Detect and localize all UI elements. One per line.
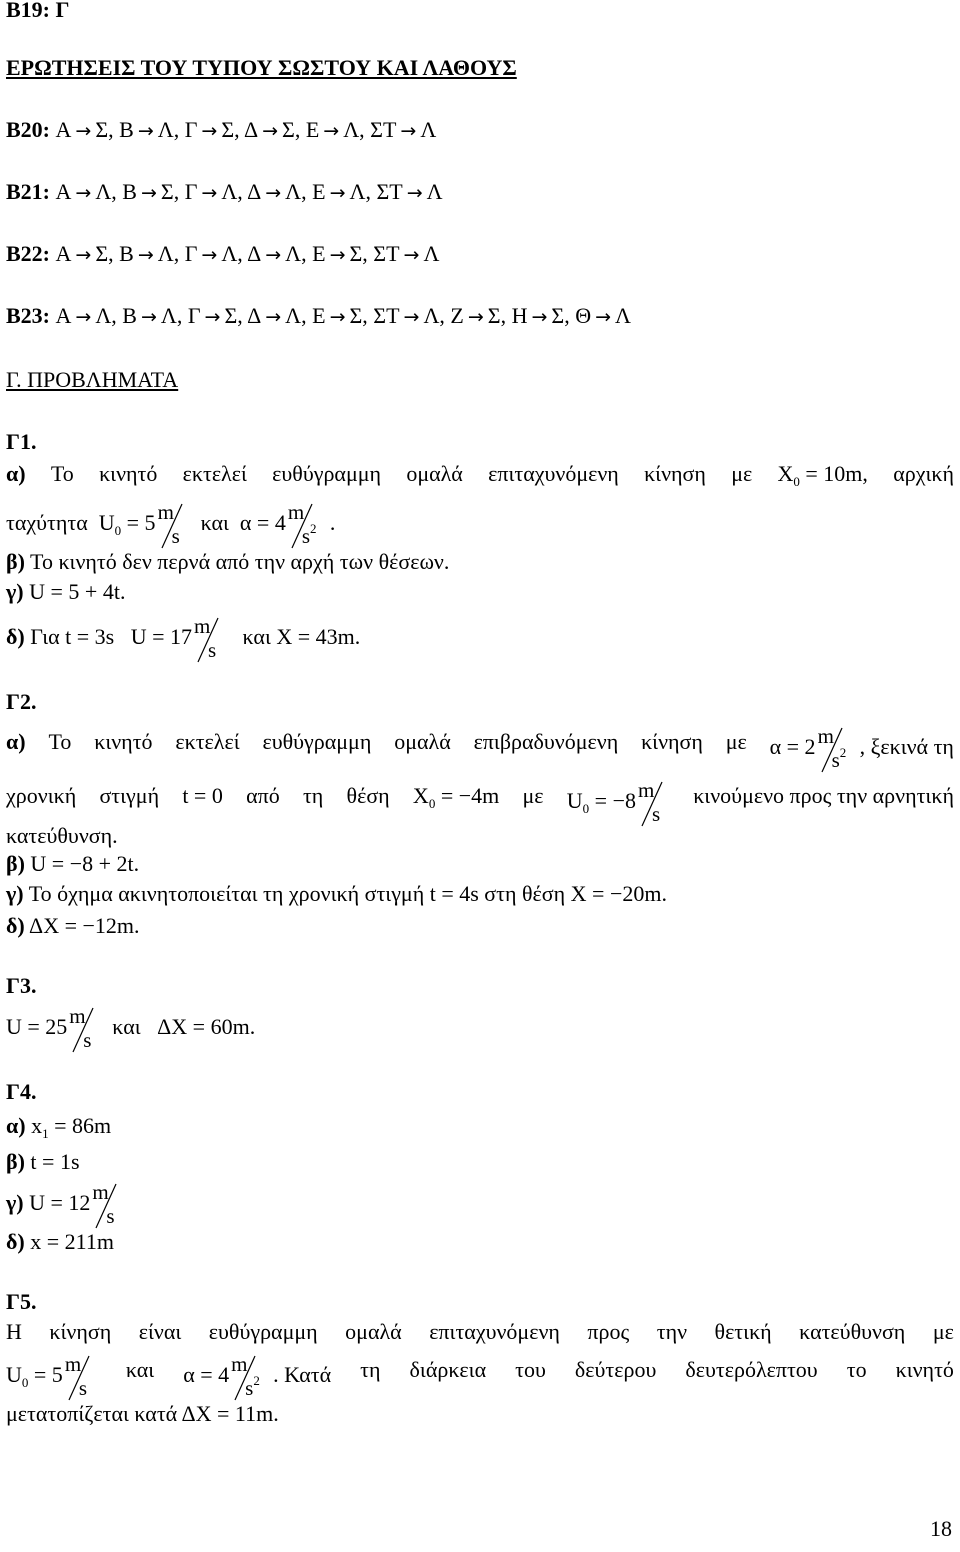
arrow-icon: → — [75, 306, 92, 328]
g2-a2-word: τη — [302, 783, 324, 808]
g1-a2-mid: και — [200, 510, 229, 535]
g2-a-word: εκτελεί — [175, 729, 240, 754]
g2-d-line: δ) ΔX = −12m. — [6, 913, 140, 938]
g1-a-word: επιταχυνόμενη — [488, 461, 619, 486]
unit-m-per-s2: m $s^2$ — [817, 724, 847, 772]
answer-item: Ε → Λ — [312, 179, 366, 204]
arrow-icon: → — [403, 244, 420, 266]
fraction-slash — [638, 780, 668, 828]
g5-u0: $U_0 = 5$ m s — [6, 1356, 97, 1404]
answer-item: Δ → Λ — [247, 179, 302, 204]
g5-word: επιταχυνόμενη — [429, 1319, 560, 1344]
g5-word: την — [656, 1319, 688, 1344]
arrow-icon: → — [400, 120, 417, 142]
fraction-slash-line — [822, 728, 842, 772]
g1-a-label: α) — [6, 461, 26, 486]
g4-d-line: δ) x = 211m — [6, 1229, 114, 1254]
fraction-slash-line — [198, 618, 218, 662]
fraction-slash-line — [96, 1184, 116, 1228]
answer-item: Η → Σ — [511, 303, 565, 328]
arrow-icon: → — [329, 244, 346, 266]
arrow-icon: → — [140, 182, 157, 204]
g1-a-word: ομαλά — [406, 461, 463, 486]
fraction-slash — [231, 1354, 261, 1402]
answer-item: Ζ → Σ — [450, 303, 501, 328]
answer-label: B20: — [6, 117, 50, 142]
g5-word: με — [932, 1319, 954, 1344]
answer-item: Β → Λ — [122, 303, 177, 328]
answer-item: Α → Σ — [55, 241, 109, 266]
g2-b-line: β) U = −8 + 2t. — [6, 851, 140, 876]
arrow-icon: → — [204, 306, 221, 328]
answer-row-b21: B21: Α → Λ, Β → Σ, Γ → Λ, Δ → Λ, Ε → Λ, ΣΤ → Λ — [6, 179, 443, 204]
g4-a-line: α) $x_1 = 86m$ — [6, 1113, 112, 1141]
fraction-slash — [69, 1006, 99, 1054]
g1-a2-pre: ταχύτητα — [6, 510, 88, 535]
g1-b-line: β) Το κινητό δεν περνά από την αρχή των θέσεων. — [6, 549, 450, 574]
g5-word: θετική — [714, 1319, 772, 1344]
unit-m-per-s: m s — [638, 782, 668, 830]
g2-a2-tail: κινούμενο προς την αρνητική — [693, 783, 954, 808]
g1-a2-line: ταχύτητα $U_0 = 5$ m s και α = 4 m $s^2$ . — [6, 504, 335, 552]
fraction-slash-line — [292, 504, 312, 548]
answer-item: Β → Λ — [119, 117, 174, 142]
fraction-slash — [92, 1182, 122, 1230]
fraction-slash-line — [69, 1356, 89, 1400]
arrow-icon: → — [201, 182, 218, 204]
g4-c-line: γ) U = 12 m s — [6, 1184, 124, 1232]
g2-u0: $U_0 = -8$ m s — [567, 782, 670, 830]
arrow-icon: → — [265, 182, 282, 204]
g1-a-word: ευθύγραμμη — [272, 461, 382, 486]
arrow-icon: → — [531, 306, 548, 328]
g5-word: κατεύθυνση — [799, 1319, 906, 1344]
answer-item: Α → Λ — [55, 179, 112, 204]
g1-a-word: κινητό — [99, 461, 158, 486]
answer-item: Β → Λ — [119, 241, 174, 266]
g2-a-word: ομαλά — [394, 729, 451, 754]
g5-line1 — [6, 1318, 954, 1346]
g1-c-line: γ) U = 5 + 4t. — [6, 579, 126, 604]
answer-row-b22: B22: Α → Σ, Β → Λ, Γ → Λ, Δ → Λ, Ε → Σ, ΣΤ → Λ — [6, 241, 440, 266]
g2-c-line: γ) Το όχημα ακινητοποιείται τη χρονική στιγμή t = 4s στη θέση X = −20m. — [6, 881, 667, 906]
answer-label: B22: — [6, 241, 50, 266]
g2-a-word: με — [725, 729, 747, 754]
arrow-icon: → — [323, 120, 340, 142]
unit-m-per-s2: m $s^2$ — [287, 500, 317, 548]
arrow-icon: → — [265, 244, 282, 266]
g5-line3: μετατοπίζεται κατά ΔX = 11m. — [6, 1401, 279, 1426]
g5-mid: και — [125, 1357, 155, 1382]
answer-item: ΣΤ → Λ — [370, 117, 437, 142]
arrow-icon: → — [262, 120, 279, 142]
unit-m-per-s: m s — [158, 504, 188, 552]
g2-title: Γ2. — [6, 689, 37, 714]
answer-row-b23: B23: Α → Λ, Β → Λ, Γ → Σ, Δ → Λ, Ε → Σ, ΣΤ → Λ, Ζ → Σ, Η → Σ, Θ → Λ — [6, 303, 631, 328]
unit-m-per-s2: m $s^2$ — [231, 1352, 260, 1400]
answer-item: Δ → Σ — [243, 117, 295, 142]
g1-d-line: δ) Για t = 3s U = 17 m s και X = 43m. — [6, 618, 360, 666]
arrow-icon: → — [403, 306, 420, 328]
answer-item: Α → Σ — [55, 117, 109, 142]
arrow-icon: → — [329, 306, 346, 328]
g2-a2-word: στιγμή — [99, 783, 160, 808]
g2-a-word: κινητό — [94, 729, 153, 754]
answer-item: Γ → Σ — [187, 303, 238, 328]
arrow-icon: → — [75, 182, 92, 204]
unit-m-per-s: m s — [92, 1184, 122, 1232]
arrow-icon: → — [201, 244, 218, 266]
answer-row-b20: B20: Α → Σ, Β → Λ, Γ → Σ, Δ → Σ, Ε → Λ, ΣΤ → Λ — [6, 117, 437, 142]
g1-a-tail: αρχική — [893, 461, 954, 486]
arrow-icon: → — [265, 306, 282, 328]
answer-label: B21: — [6, 179, 50, 204]
g3-title: Γ3. — [6, 973, 37, 998]
g5-word: Η — [6, 1319, 22, 1344]
arrow-icon: → — [137, 120, 154, 142]
fraction-slash — [194, 616, 224, 664]
unit-m-per-s: m s — [194, 618, 224, 666]
g1-alpha: α = 4 — [239, 510, 286, 535]
g5-word: δεύτερου — [574, 1357, 657, 1382]
tf-section-title: ΕΡΩΤΗΣΕΙΣ ΤΟΥ ΤΥΠΟΥ ΣΩΣΤΟΥ ΚΑΙ ΛΑΘΟΥΣ — [6, 55, 517, 80]
arrow-icon: → — [329, 182, 346, 204]
g2-a-word: κίνηση — [641, 729, 703, 754]
arrow-icon: → — [467, 306, 484, 328]
answer-item: Ε → Σ — [312, 303, 363, 328]
g1-x0: $X_0 = 10m$, — [777, 461, 868, 489]
arrow-icon: → — [201, 120, 218, 142]
fraction-slash-line — [235, 1356, 255, 1400]
answer-label: B23: — [6, 303, 50, 328]
g5-alpha: α = 4 m $s^2$ . Κατά — [183, 1356, 331, 1404]
arrow-icon: → — [406, 182, 423, 204]
answer-item: Β → Σ — [122, 179, 174, 204]
g5-word: ευθύγραμμη — [208, 1319, 318, 1344]
arrow-icon: → — [595, 306, 612, 328]
arrow-icon: → — [75, 244, 92, 266]
g5-word: τη — [360, 1357, 381, 1382]
answer-item: Γ → Σ — [184, 117, 235, 142]
unit-m-per-s: m s — [65, 1356, 95, 1404]
answer-item: Ε → Λ — [305, 117, 360, 142]
g2-a-label: α) — [6, 729, 26, 754]
answer-item: ΣΤ → Λ — [373, 241, 440, 266]
g2-a-word: ευθύγραμμη — [262, 729, 372, 754]
g2-a2-line — [6, 778, 954, 830]
g5-word: διάρκεια — [409, 1357, 487, 1382]
arrow-icon: → — [75, 120, 92, 142]
g5-word: το — [846, 1357, 867, 1382]
fraction-slash — [818, 726, 848, 774]
g5-word: κίνηση — [49, 1319, 112, 1344]
fraction-slash — [158, 502, 188, 550]
answer-item: Γ → Λ — [184, 179, 238, 204]
problems-title: Γ. ΠΡΟΒΛΗΜΑΤΑ — [6, 367, 179, 392]
arrow-icon: → — [140, 306, 157, 328]
g1-title: Γ1. — [6, 429, 37, 454]
fraction-slash-line — [162, 504, 182, 548]
g2-a2-me: με — [522, 783, 544, 808]
g4-b-line: β) t = 1s — [6, 1149, 80, 1174]
g5-word: δευτερόλεπτου — [685, 1357, 818, 1382]
g1-a-line — [6, 460, 954, 488]
arrow-icon: → — [137, 244, 154, 266]
g2-a-word: επιβραδυνόμενη — [473, 729, 619, 754]
g5-word: του — [515, 1357, 546, 1382]
g1-a-word: Το — [50, 461, 74, 486]
g2-a3-line: κατεύθυνση. — [6, 823, 118, 848]
answer-item: Δ → Λ — [247, 303, 302, 328]
g1-a-word: εκτελεί — [182, 461, 247, 486]
fraction-slash — [288, 502, 318, 550]
page-number: 18 — [930, 1516, 952, 1541]
answer-item: Γ → Λ — [184, 241, 238, 266]
answer-item: ΣΤ → Λ — [373, 303, 440, 328]
answer-item: Θ → Λ — [575, 303, 631, 328]
fraction-slash — [65, 1354, 95, 1402]
g2-a2-word: από — [246, 783, 280, 808]
g5-word: ομαλά — [345, 1319, 402, 1344]
g2-a2-word: θέση — [346, 783, 390, 808]
g5-word: κινητό — [895, 1357, 954, 1382]
g2-a-line — [6, 724, 954, 776]
g2-a2-word: t = 0 — [182, 783, 223, 808]
page-header: B19: Γ — [6, 0, 70, 22]
answer-item: ΣΤ → Λ — [376, 179, 443, 204]
g5-line2 — [6, 1352, 954, 1404]
g3-line: U = 25 m s και ΔX = 60m. — [6, 1008, 255, 1056]
answer-item: Ε → Σ — [312, 241, 363, 266]
g1-a-word: με — [731, 461, 753, 486]
g2-x0: $X_0 = -4m$ — [412, 783, 500, 811]
g1-u0: $U_0 = 5$ — [98, 510, 156, 538]
g2-a-word: Το — [48, 729, 72, 754]
answer-item: Α → Λ — [55, 303, 112, 328]
fraction-slash-line — [73, 1008, 93, 1052]
g5-word: είναι — [138, 1319, 182, 1344]
fraction-slash-line — [642, 782, 662, 826]
g1-a-word: κίνηση — [644, 461, 706, 486]
g5-word: προς — [587, 1319, 630, 1344]
g2-alpha: α = 2 m $s^2$ , ξεκινά τη — [770, 728, 954, 776]
answer-item: Δ → Λ — [247, 241, 302, 266]
g5-title: Γ5. — [6, 1289, 37, 1314]
g4-title: Γ4. — [6, 1079, 37, 1104]
g2-a2-word: χρονική — [6, 783, 77, 808]
unit-m-per-s: m s — [69, 1008, 99, 1056]
